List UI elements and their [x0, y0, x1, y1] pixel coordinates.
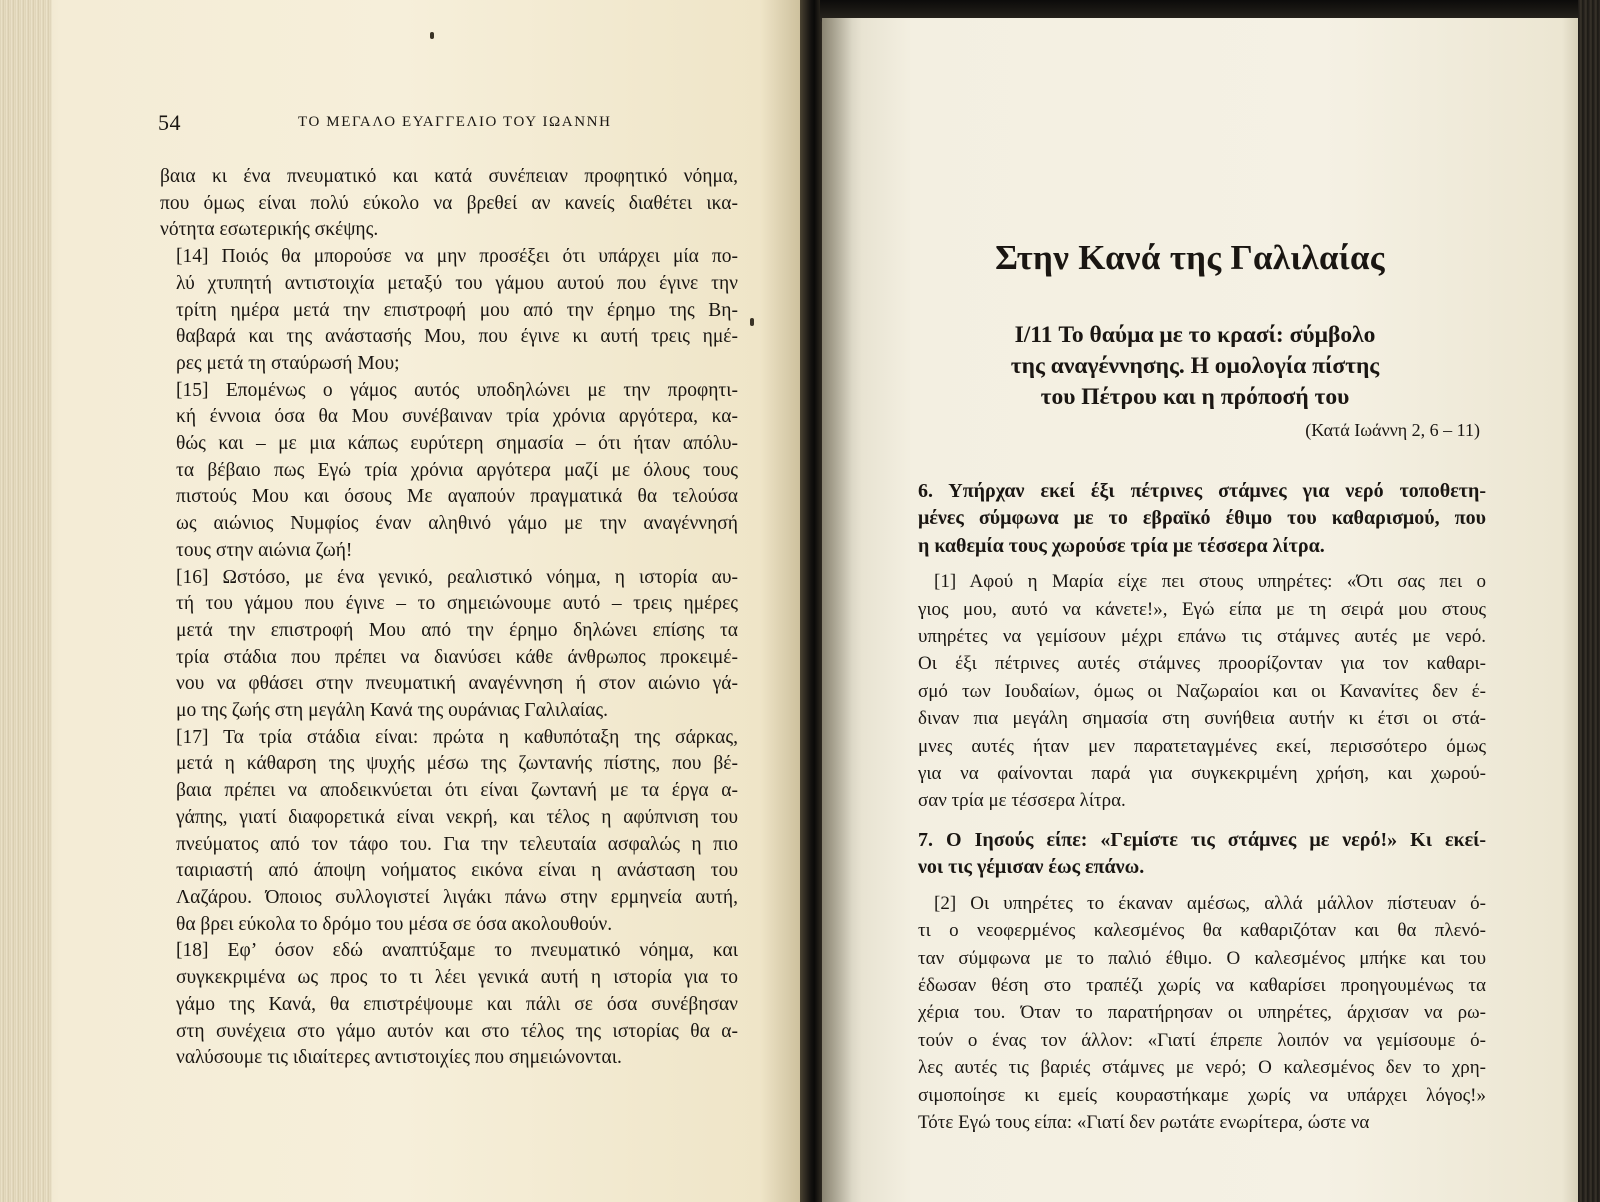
book-spine: [800, 0, 824, 1202]
text-line: τρίτη ημέρα μετά την επιστροφή μου από την έρημο της Βη-: [176, 299, 738, 321]
text-line: τι ο νεοφερμένος καλεσμένος θα καθαριζόταν και θα πλενό-: [918, 920, 1486, 942]
text-line: Τότε Εγώ τους είπα: «Γιατί δεν ρωτάτε ενωρίτερα, ώστε να: [918, 1111, 1370, 1133]
text-line: τούν ο ένας τον άλλον: «Γιατί έπρεπε λοιπόν να γεμίσουμε ό-: [918, 1029, 1486, 1051]
text-line: τή του γάμου που έγινε – το σημειώνουμε αυτό – τρεις ημέρες: [176, 593, 738, 615]
text-line: θαβαρά και της ανάστασής Μου, που έγινε κι αυτή τρεις ημέ-: [176, 326, 738, 348]
text-line: [2] Οι υπηρέτες το έκαναν αμέσως, αλλά μάλλον πίστευαν ό-: [934, 892, 1486, 914]
paragraph: [160, 565, 738, 725]
paper-speck: [750, 318, 754, 326]
text-line: σαν τρία με τέσσερα λίτρα.: [918, 790, 1126, 812]
chapter-title: Στην Κανά της Γαλιλαίας: [995, 238, 1385, 277]
text-line: κή έννοια όσα θα Μου συνέβαιναν τρία χρόνια αργότερα, κα-: [176, 406, 738, 428]
right-page-body: [918, 478, 1486, 1148]
text-line: [18] Εφ’ όσον εδώ αναπτύξαμε το πνευματικό νόημα, και: [176, 940, 738, 962]
text-line: ταιριαστή από άποψη νοήματος εικόνα είναι η ανάσταση του: [176, 860, 738, 882]
text-line: η καθεμία τους χωρούσε τρία με τέσσερα λίτρα.: [918, 534, 1325, 557]
paragraph-1: [918, 568, 1486, 815]
text-line: μετά η κάθαρση της ψυχής μέσω της ζωντανής πίστης, που βέ-: [176, 753, 738, 775]
verse-7: [918, 827, 1486, 882]
left-page-edges: [0, 0, 52, 1202]
heading-line: της αναγέννησης. Η ομολογία πίστης: [1010, 353, 1380, 379]
running-head: [158, 108, 738, 138]
text-line: 7. Ο Ιησούς είπε: «Γεμίστε τις στάμνες με νερό!» Κι εκεί-: [918, 828, 1486, 851]
section-heading: [910, 320, 1480, 413]
right-page-edges: [1578, 0, 1600, 1202]
text-line: [14] Ποιός θα μπορούσε να μην προσέξει ότι υπάρχει μία πο-: [176, 246, 738, 268]
text-line: χέρια του. Όταν το παρατήρησαν οι υπηρέτες, άρχισαν να ρω-: [918, 1002, 1486, 1024]
text-line: Οι έξι πέτρινες αυτές στάμνες προορίζονταν για τον καθαρι-: [918, 653, 1486, 675]
text-line: που όμως είναι πολύ εύκολο να βρεθεί αν κανείς διαθέτει ικα-: [160, 192, 738, 214]
text-line: πνεύματος από τον τάφο του. Για την τελευταία ασφαλώς η πιο: [176, 833, 738, 855]
paper-speck: [430, 32, 434, 39]
text-line: τρία στάδια που πρέπει να διανύσει κάθε άνθρωπος προκειμέ-: [176, 646, 738, 668]
text-line: μένες σύμφωνα με το εβραϊκό έθιμο του καθαρισμού, που: [918, 507, 1486, 530]
text-line: βαια κι ένα πνευματικό και κατά συνέπειαν προφητικό νόημα,: [160, 166, 738, 187]
text-line: γάμο της Κανά, θα επιστρέψουμε και πάλι σε όσα συνέβησαν: [176, 993, 738, 1015]
gutter-shadow: [822, 18, 862, 1202]
text-line: στη συνέχεια στο γάμο αυτόν και στο τέλος της ιστορίας θα α-: [176, 1020, 738, 1042]
paragraph-2: [918, 890, 1486, 1137]
text-line: βαια πρέπει να αποδεικνύεται ότι είναι ζωντανή με τα έργα α-: [176, 780, 738, 802]
text-line: διναν πια μεγάλη σημασία στη συνήθεια αυτήν κι έτσι οι στά-: [918, 708, 1486, 730]
text-line: ταν σύμφωνα με το παλιό έθιμο. Ο καλεσμένος μπήκε και του: [918, 947, 1486, 969]
text-line: νοι τις γέμισαν έως επάνω.: [918, 856, 1145, 879]
text-line: έδωσαν θέση στο τραπέζι χωρίς να καθαρίσει προηγουμένως τα: [918, 974, 1486, 996]
paragraph: [160, 725, 738, 939]
paragraph: [160, 244, 738, 378]
verse-6: [918, 478, 1486, 560]
left-page-body: [160, 164, 738, 1072]
text-line: για να φαίνονται παρά για συγκεκριμένη χρήση, και χωρού-: [918, 763, 1486, 785]
text-line: 6. Υπήρχαν εκεί έξι πέτρινες στάμνες για νερό τοποθετη-: [918, 480, 1486, 502]
text-line: [17] Τα τρία στάδια είναι: πρώτα η καθυπόταξη της σάρκας,: [176, 726, 738, 748]
text-line: ως αιώνιος Νυμφίος έναν αληθινό γάμο με την αναγέννησή: [176, 513, 738, 535]
heading-line: I/11 Το θαύμα με το κρασί: σύμβολο: [1014, 322, 1376, 348]
text-line: γάπης, γιατί διαφορετικά είναι νεκρή, και τέλος η αφύπνιση του: [176, 806, 738, 828]
text-line: θα βρει εύκολα το δρόμο του μέσα σε όσα ακολουθούν.: [176, 913, 613, 935]
text-line: μνες αυτές ήταν μεν παρατεταγμένες εκεί, περισσότερο όμως: [918, 735, 1486, 757]
text-line: [1] Αφού η Μαρία είχε πει στους υπηρέτες: «Ότι σας πει ο: [934, 571, 1486, 593]
text-line: μο της ζωής στη μεγάλη Κανά της ουράνιας Γαλιλαίας.: [176, 700, 608, 722]
paragraph: [160, 938, 738, 1072]
text-line: μετά την επιστροφή Μου από την έρημο δηλώνει επίσης τα: [176, 619, 738, 641]
text-line: ρες μετά τη σταύρωσή Μου;: [176, 352, 400, 374]
heading-line: του Πέτρου και η πρόποσή του: [1040, 384, 1350, 410]
text-line: θώς και – με μια κάπως ευρύτερη σημασία – ότι ήταν απόλυ-: [176, 433, 738, 455]
text-line: νου να φθάσει στην πνευματική αναγέννηση ή στον αιώνιο γά-: [176, 673, 738, 695]
text-line: συγκεκριμένα ως προς το τι λέει γενικά αυτή η ιστορία για το: [176, 967, 738, 989]
text-line: [16] Ωστόσο, με ένα γενικό, ρεαλιστικό νόημα, η ιστορία αυ-: [176, 566, 738, 588]
text-line: τα βέβαιο πως Εγώ τρία χρόνια αργότερα μαζί με όλους τους: [176, 459, 738, 481]
text-line: [15] Επομένως ο γάμος αυτός υποδηλώνει με την προφητι-: [176, 379, 738, 401]
text-line: ναλύσουμε τις ιδιαίτερες αντιστοιχίες που σημειώνονται.: [176, 1047, 622, 1069]
text-line: σιμοποίησε κι εμείς κουραστήκαμε χωρίς να υπάρχει λόγος!»: [918, 1084, 1486, 1106]
text-line: λύ χτυπητή αντιστοιχία μεταξύ του γάμου αυτού που έγινε την: [176, 272, 738, 294]
text-line: υπηρέτες να γεμίσουν μέχρι επάνω τις στάμνες αυτές με νερό.: [918, 626, 1486, 648]
section-reference: (Κατά Ιωάννη 2, 6 – 11): [1305, 420, 1480, 440]
paragraph: [160, 164, 738, 244]
text-line: λες αυτές τις βαριές στάμνες με νερό; Ο καλεσμένος δεν το χρη-: [918, 1057, 1486, 1079]
page-number: 54: [158, 110, 181, 135]
paragraph: [160, 378, 738, 565]
text-line: νότητα εσωτερικής σκέψης.: [160, 219, 379, 241]
text-line: πιστούς Μου και όσους Με αγαπούν πραγματικά θα τελούσα: [176, 486, 738, 508]
text-line: σμό των Ιουδαίων, όμως οι Ναζωραίοι και οι Κανανίτες δεν έ-: [918, 680, 1486, 702]
text-line: τους στην αιώνια ζωή!: [176, 539, 353, 561]
text-line: γιος μου, αυτό να κάνετε!», Εγώ είπα με τη σειρά μου στους: [918, 598, 1486, 620]
running-title: ΤΟ ΜΕΓΑΛΟ ΕΥΑΓΓΕΛΙΟ ΤΟΥ ΙΩΑΝΝΗ: [298, 114, 612, 130]
text-line: Λαζάρου. Όποιος συλλογιστεί λιγάκι πάνω στην ερμηνεία αυτή,: [176, 886, 738, 908]
